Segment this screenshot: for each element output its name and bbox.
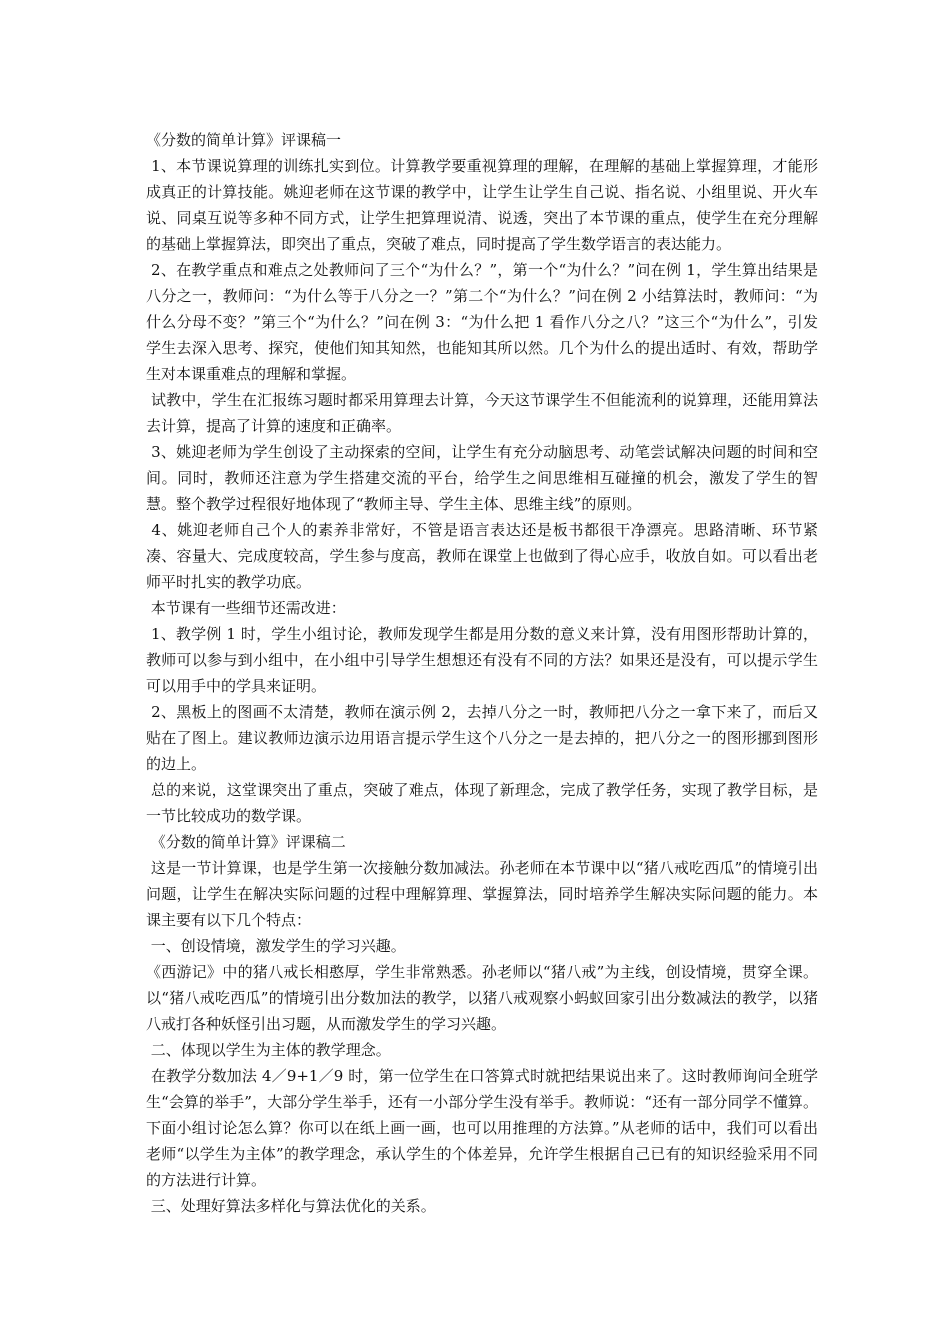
paragraph-feature-1-body: 《西游记》中的猪八戒长相憨厚，学生非常熟悉。孙老师以“猪八戒”为主线，创设情境，贯穿全课。以“猪八戒吃西瓜”的情境引出分数加法的教学，以猪八戒观察小蚂蚁回家引出分数减法的教学，以猪八戒打各种妖怪引出习题，从而激发学生的学习兴趣。 xyxy=(146,963,818,1033)
paragraph-feature-2-body: 在教学分数加法 4／9+1／9 时，第一位学生在口答算式时就把结果说出来了。这时教师询问全班学生“会算的举手”，大部分学生举手，还有一小部分学生没有举手。教师说：“还有一部分同学不懂算。下面小组讨论怎么算？你可以在纸上画一画，也可以用推理的方法算。”从老师的话中，我们可以看出老师“以学生为主体”的教学理念，承认学生的个体差异，允许学生根据自己已有的知识经验采用不同的方法进行计算。 xyxy=(146,1067,818,1189)
paragraph-intro-2: 这是一节计算课，也是学生第一次接触分数加减法。孙老师在本节课中以“猪八戒吃西瓜”的情境引出问题，让学生在解决实际问题的过程中理解算理、掌握算法，同时培养学生解决实际问题的能力。本课主要有以下几个特点： xyxy=(146,859,818,929)
paragraph-point-2: 2、在教学重点和难点之处教师问了三个“为什么？”，第一个“为什么？”问在例 1，学生算出结果是八分之一，教师问：“为什么等于八分之一？”第二个“为什么？”问在例 2 小结算法时，教师问：“为什么分母不变？”第三个“为什么？”问在例 3：“为什么把 1 看作八分之八？”这三个“为什么”，引发学生去深入思考、探究，使他们知其知然，也能知其所以然。几个为什么的提出适时、有效，帮助学生对本课重难点的理解和掌握。 xyxy=(146,261,818,383)
document-title-2: 《分数的简单计算》评课稿二 xyxy=(146,833,346,851)
paragraph-feature-2-heading: 二、体现以学生为主体的教学理念。 xyxy=(146,1041,391,1059)
paragraph-point-1: 1、本节课说算理的训练扎实到位。计算教学要重视算理的理解，在理解的基础上掌握算理，才能形成真正的计算技能。姚迎老师在这节课的教学中，让学生让学生自己说、指名说、小组里说、开火车说、同桌互说等多种不同方式，让学生把算理说清、说透，突出了本节课的重点，使学生在充分理解的基础上掌握算法，即突出了重点，突破了难点，同时提高了学生数学语言的表达能力。 xyxy=(146,157,818,253)
paragraph-feature-3-heading: 三、处理好算法多样化与算法优化的关系。 xyxy=(146,1197,436,1215)
paragraph-trial-note: 试教中，学生在汇报练习题时都采用算理去计算，今天这节课学生不但能流利的说算理，还能用算法去计算，提高了计算的速度和正确率。 xyxy=(146,391,818,435)
paragraph-point-3: 3、姚迎老师为学生创设了主动探索的空间，让学生有充分动脑思考、动笔尝试解决问题的时间和空间。同时，教师还注意为学生搭建交流的平台，给学生之间思维相互碰撞的机会，激发了学生的智慧。整个教学过程很好地体现了“教师主导、学生主体、思维主线”的原则。 xyxy=(146,443,818,513)
paragraph-improvement-2: 2、黑板上的图画不太清楚，教师在演示例 2，去掉八分之一时，教师把八分之一拿下来了，而后又贴在了图上。建议教师边演示边用语言提示学生这个八分之一是去掉的，把八分之一的图形挪到图形的边上。 xyxy=(146,703,818,773)
document-title-1: 《分数的简单计算》评课稿一 xyxy=(146,131,342,149)
paragraph-summary: 总的来说，这堂课突出了重点，突破了难点，体现了新理念，完成了教学任务，实现了教学目标，是一节比较成功的数学课。 xyxy=(146,781,818,825)
document-body xyxy=(146,127,818,1219)
paragraph-improvement-1: 1、教学例 1 时，学生小组讨论，教师发现学生都是用分数的意义来计算，没有用图形帮助计算的，教师可以参与到小组中，在小组中引导学生想想还有没有不同的方法？如果还是没有，可以提示学生可以用手中的学具来证明。 xyxy=(146,625,818,695)
paragraph-feature-1-heading: 一、创设情境，激发学生的学习兴趣。 xyxy=(146,937,406,955)
paragraph-point-4: 4、姚迎老师自己个人的素养非常好，不管是语言表达还是板书都很干净漂亮。思路清晰、环节紧凑、容量大、完成度较高，学生参与度高，教师在课堂上也做到了得心应手，收放自如。可以看出老师平时扎实的教学功底。 xyxy=(146,521,818,591)
paragraph-improvements-heading: 本节课有一些细节还需改进： xyxy=(146,599,346,617)
